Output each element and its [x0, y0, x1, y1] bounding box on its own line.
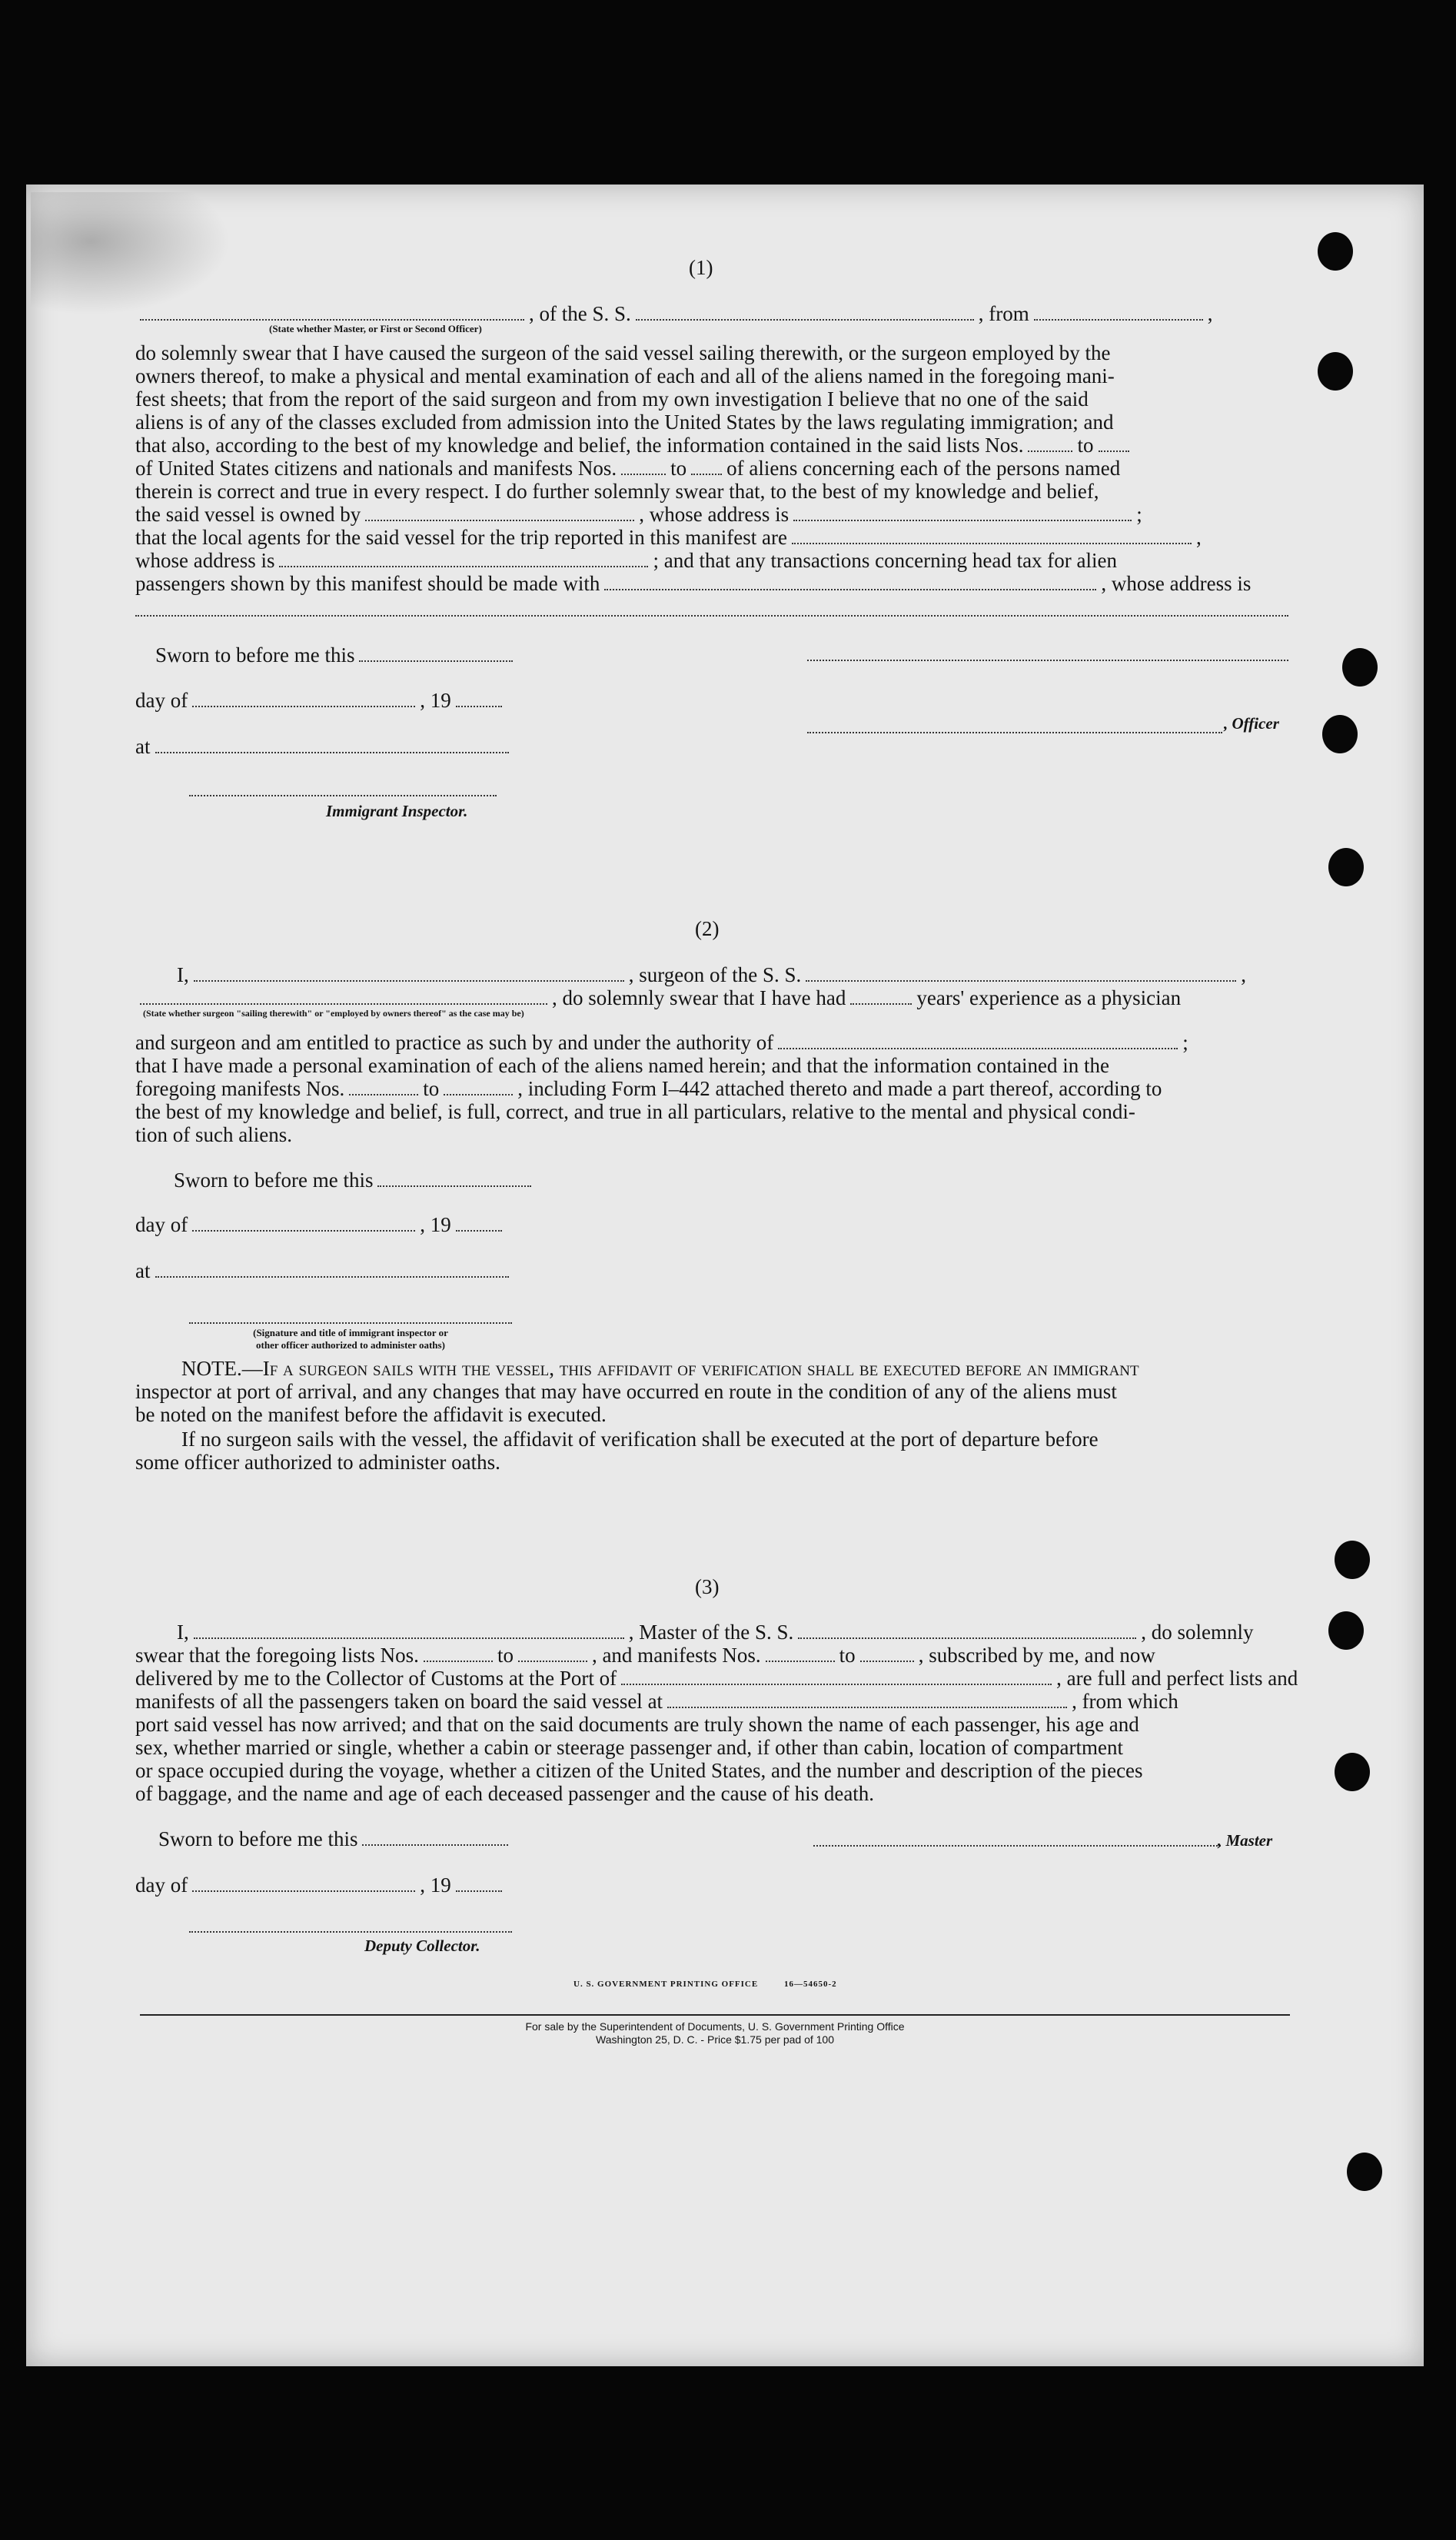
note-line: some officer authorized to administer oaths. [135, 1451, 500, 1474]
s2-para-line: foregoing manifests Nos. to , including Form I–442 attached thereto and made a part thereof, according to [135, 1077, 1162, 1100]
sale-notice: For sale by the Superintendent of Documents, U. S. Government Printing Office Washington 25, D. C. - Price $1.75 per pad of 100 [525, 2020, 905, 2046]
master-signature-field[interactable] [813, 1845, 1221, 1847]
s1-para-line: aliens is of any of the classes excluded from admission into the United States by the laws regulating immigration; and [135, 411, 1114, 434]
s1-para-line: the said vessel is owned by , whose address is ; [135, 503, 1142, 526]
s2-para-line: and surgeon and am entitled to practice as such by and under the authority of ; [135, 1031, 1188, 1054]
collector-signature-field[interactable] [189, 1931, 512, 1933]
s2-signature-caption: (Signature and title of immigrant inspector or other officer authorized to administer oaths) [253, 1327, 448, 1351]
s2-para-line: that I have made a personal examination of each of the aliens named herein; and that the information contained in the [135, 1054, 1110, 1077]
punch-hole [1318, 352, 1353, 391]
s2-status-caption: (State whether surgeon "sailing therewith" or "employed by owners thereof" as the case may be) [143, 1008, 524, 1019]
surgeon-status-field[interactable] [140, 989, 547, 1005]
note-line: inspector at port of arrival, and any changes that may have occurred en route in the condition of any of the aliens must [135, 1380, 1117, 1403]
s3-lists-to-field[interactable] [518, 1647, 587, 1662]
s1-sworn-day-field[interactable] [359, 647, 513, 662]
s1-para-line: that the local agents for the said vessel for the trip reported in this manifest are , [135, 526, 1202, 549]
officer-rank-field[interactable] [140, 305, 524, 321]
officer-signature-field[interactable] [807, 660, 1288, 661]
gpo-imprint: U. S. GOVERNMENT PRINTING OFFICE [573, 1980, 759, 1989]
section-3-number: (3) [695, 1575, 720, 1598]
owner-address-field[interactable] [793, 506, 1132, 521]
s1-para-line: therein is correct and true in every respect. I do further solemnly swear that, to the best of my knowledge and belief, [135, 480, 1099, 503]
s3-sworn-day-field[interactable] [362, 1830, 508, 1846]
agents-address-field[interactable] [279, 552, 648, 567]
manifests-to-field[interactable] [691, 460, 722, 475]
punch-hole [1347, 2153, 1382, 2191]
s3-day-of: day of , 19 [135, 1873, 507, 1897]
footer-rule [140, 2014, 1290, 2016]
note-line: If no surgeon sails with the vessel, the affidavit of verification shall be executed at the port of departure before [181, 1428, 1099, 1451]
s3-para-line: manifests of all the passengers taken on board the said vessel at , from which [135, 1690, 1178, 1713]
s2-sworn-day-field[interactable] [377, 1172, 531, 1187]
ink-smudge [31, 192, 231, 315]
s1-sworn: Sworn to before me this [155, 643, 517, 667]
s1-year-field[interactable] [456, 692, 502, 707]
s2-signature-field[interactable] [189, 1322, 512, 1324]
s1-para-line: whose address is ; and that any transactions concerning head tax for alien [135, 549, 1118, 572]
s1-para-line: that also, according to the best of my knowledge and belief, the information contained in the said lists Nos. to [135, 434, 1134, 457]
lists-to-field[interactable] [1099, 437, 1129, 452]
inspector-signature-field[interactable] [189, 795, 497, 796]
s1-rank-caption: (State whether Master, or First or Second Officer) [269, 323, 482, 334]
port-of-embarkation-field[interactable] [667, 1693, 1067, 1708]
lists-from-field[interactable] [1028, 437, 1072, 452]
inspector-label: Immigrant Inspector. [326, 802, 468, 820]
punch-hole [1342, 648, 1378, 687]
s3-para-line: swear that the foregoing lists Nos. to , and manifests Nos. to , subscribed by me, and now [135, 1644, 1155, 1667]
s2-para-line: tion of such aliens. [135, 1123, 292, 1146]
s1-para-line: owners thereof, to make a physical and mental examination of each and all of the aliens named in the foregoing mani- [135, 364, 1115, 387]
s3-para-line: delivered by me to the Collector of Customs at the Port of , are full and perfect lists and [135, 1667, 1298, 1690]
section-1-number: (1) [689, 256, 713, 279]
s3-lists-from-field[interactable] [424, 1647, 493, 1662]
s2-line2: , do solemnly swear that I have had years' experience as a physician [135, 986, 1181, 1009]
s2-line1: I, , surgeon of the S. S. , [177, 963, 1247, 986]
s2-year-field[interactable] [456, 1216, 502, 1232]
officer-label: , Officer [1224, 714, 1279, 733]
s1-line1: , of the S. S. , from , [135, 302, 1213, 325]
punch-hole [1318, 232, 1353, 271]
punch-hole [1335, 1753, 1370, 1791]
s1-para-line: fest sheets; that from the report of the said surgeon and from my own investigation I believe that no one of the said [135, 387, 1089, 411]
s1-place-field[interactable] [155, 738, 509, 753]
punch-hole [1328, 848, 1364, 886]
vessel-owner-field[interactable] [365, 506, 634, 521]
officer-title-field[interactable] [807, 732, 1222, 733]
s1-para-line: of United States citizens and nationals and manifests Nos. to of aliens concerning each of the persons named [135, 457, 1121, 480]
s2-place-field[interactable] [155, 1262, 509, 1278]
years-experience-field[interactable] [850, 989, 912, 1005]
s1-para-line: passengers shown by this manifest should be made with , whose address is [135, 572, 1252, 595]
licensing-authority-field[interactable] [778, 1034, 1178, 1049]
punch-hole [1335, 1541, 1370, 1579]
s1-month-field[interactable] [192, 692, 415, 707]
s2-day-of: day of , 19 [135, 1213, 507, 1236]
s3-para-line: sex, whether married or single, whether a cabin or steerage passenger and, if other than cabin, location of compartment [135, 1736, 1124, 1759]
s2-manifests-to-field[interactable] [444, 1080, 513, 1095]
s1-at: at [135, 735, 514, 758]
s3-vessel-field[interactable] [798, 1624, 1136, 1639]
s3-para-line: port said vessel has now arrived; and that on the said documents are truly shown the name of each passenger, his age and [135, 1713, 1139, 1736]
section-2-number: (2) [695, 917, 720, 940]
s1-para-line: do solemnly swear that I have caused the surgeon of the said vessel sailing therewith, or the surgeon employed by the [135, 341, 1111, 364]
s3-line1: I, , Master of the S. S. , do solemnly [177, 1621, 1254, 1644]
punch-hole [1322, 715, 1358, 753]
s2-para-line: the best of my knowledge and belief, is full, correct, and true in all particulars, relative to the mental and physical condi- [135, 1100, 1135, 1123]
punch-hole [1328, 1611, 1364, 1650]
form-number: 16—54650-2 [784, 1980, 837, 1989]
head-tax-agent-field[interactable] [604, 575, 1096, 590]
s2-month-field[interactable] [192, 1216, 415, 1232]
s3-para-line: of baggage, and the name and age of each deceased passenger and the cause of his death. [135, 1782, 875, 1805]
s2-sworn: Sworn to before me this [174, 1169, 536, 1192]
s3-manifests-to-field[interactable] [860, 1647, 914, 1662]
s2-manifests-from-field[interactable] [349, 1080, 418, 1095]
master-label: , Master [1218, 1831, 1273, 1850]
s3-year-field[interactable] [456, 1877, 502, 1892]
surgeon-name-field[interactable] [194, 966, 624, 982]
s3-month-field[interactable] [192, 1877, 415, 1892]
departure-port-field[interactable] [1034, 305, 1203, 321]
s3-para-line: or space occupied during the voyage, whether a citizen of the United States, and the number and description of the pieces [135, 1759, 1143, 1782]
local-agents-field[interactable] [792, 529, 1192, 544]
s3-sworn: Sworn to before me this [158, 1827, 513, 1850]
s2-at: at [135, 1259, 514, 1282]
manifests-from-field[interactable] [621, 460, 666, 475]
note-line: be noted on the manifest before the affidavit is executed. [135, 1403, 607, 1426]
note-line: NOTE.—If a surgeon sails with the vessel, this affidavit of verification shall be executed before an immigrant [181, 1357, 1139, 1380]
vessel-name-field[interactable] [636, 305, 974, 321]
port-of-arrival-field[interactable] [621, 1670, 1052, 1685]
master-name-field[interactable] [194, 1624, 624, 1639]
deputy-collector-label: Deputy Collector. [364, 1937, 480, 1955]
head-tax-address-field[interactable] [135, 615, 1288, 617]
s1-day-of: day of , 19 [135, 689, 507, 712]
s3-manifests-from-field[interactable] [766, 1647, 835, 1662]
s2-vessel-field[interactable] [806, 966, 1236, 982]
